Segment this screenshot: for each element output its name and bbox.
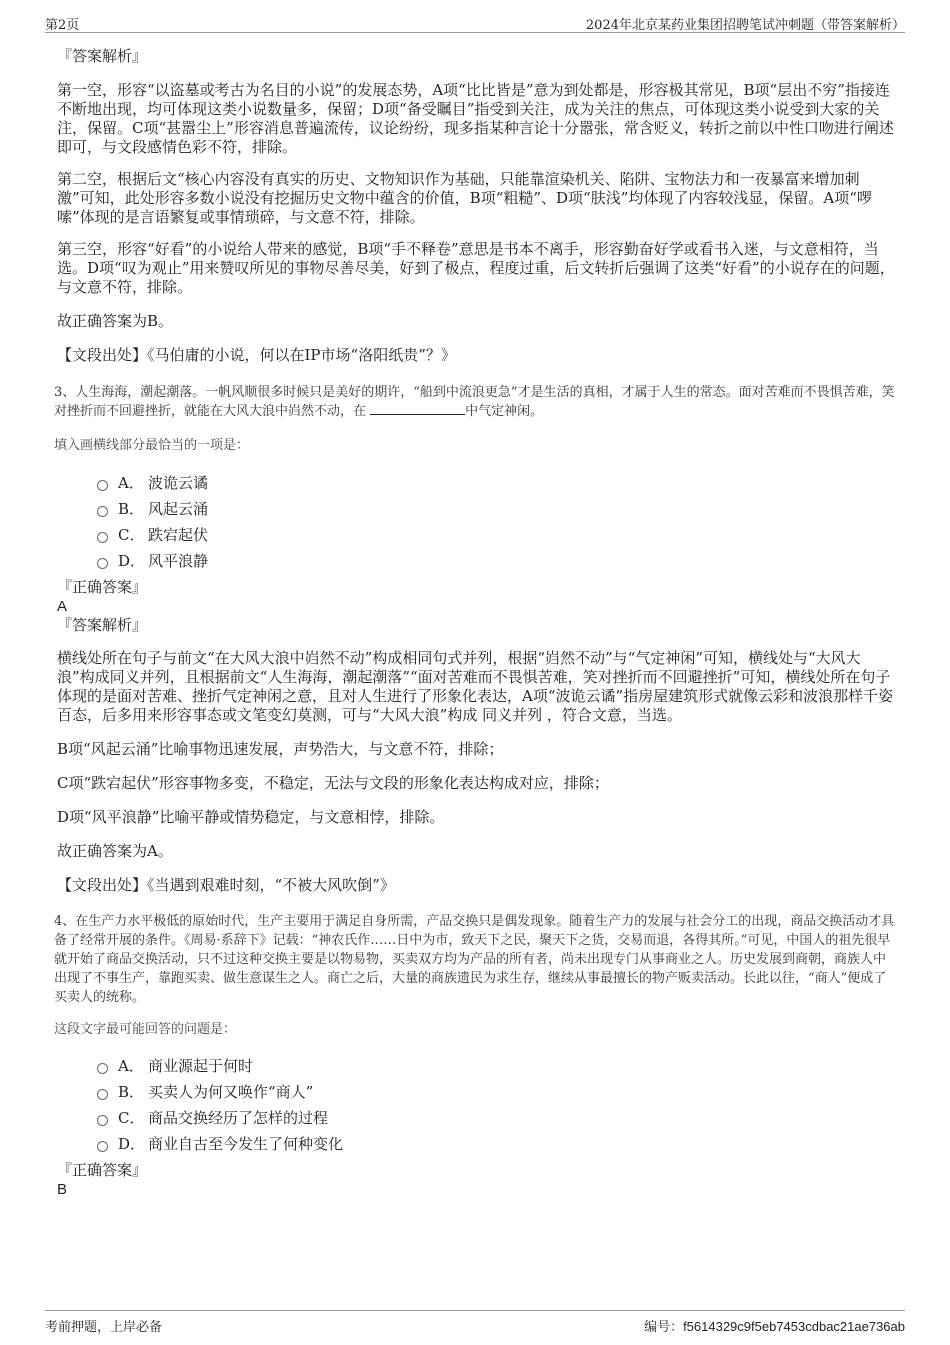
question-4-prompt: 这段文字最可能回答的问题是：: [54, 1022, 237, 1037]
radio-icon[interactable]: [97, 1089, 108, 1100]
page-footer: [45, 1310, 905, 1335]
radio-icon[interactable]: [97, 506, 108, 517]
prev-analysis-p1: 第一空，形容“以盗墓或考古为名目的小说”的发展态势，A项“比比皆是”意为到处都是，形容极其常见，B项“层出不穷”指接连不断地出现，均可体现这类小说数量多，保留；D项“备受瞩目”指受到关注，成为关注的焦点，可体现这类小说受到大家的关注，保留。C项“甚嚣尘上”形容消息普遍流传，议论纷纷，现多指某种言论十分嚣张，常含贬义，转折之前以中性口吻进行阐述即可，与文段感情色彩不符，排除。: [57, 81, 894, 156]
option-a[interactable]: A． 波诡云谲: [97, 470, 895, 496]
document-code: 编号：f5614329c9f5eb7453cdbac21ae736ab: [644, 1319, 905, 1334]
radio-icon[interactable]: [97, 1063, 108, 1074]
option-b[interactable]: B． 风起云涌: [97, 496, 895, 522]
prev-source: 【文段出处】《马伯庸的小说，何以在IP市场“洛阳纸贵”？》: [57, 346, 456, 364]
page-header: [45, 12, 905, 33]
radio-icon[interactable]: [97, 532, 108, 543]
q4-answer-title: 『正确答案』: [57, 1161, 148, 1179]
radio-icon[interactable]: [97, 1141, 108, 1152]
prev-analysis-title: 『答案解析』: [57, 47, 148, 65]
option-d[interactable]: D． 商业自古至今发生了何种变化: [97, 1131, 895, 1157]
radio-icon[interactable]: [97, 480, 108, 491]
prev-conclusion: 故正确答案为B。: [57, 312, 174, 330]
question-3-options: [97, 470, 895, 574]
q3-analysis-title: 『答案解析』: [57, 616, 148, 634]
q3-answer: A: [57, 598, 68, 615]
radio-icon[interactable]: [97, 1115, 108, 1126]
page-content: [54, 44, 895, 1199]
document-title: 2024年北京某药业集团招聘笔试冲刺题（带答案解析）: [585, 18, 905, 33]
option-b[interactable]: B． 买卖人为何又唤作“商人”: [97, 1079, 895, 1105]
question-3-prompt: 填入画横线部分最恰当的一项是：: [54, 438, 250, 453]
q3-source: 【文段出处】《当遇到艰难时刻，“不被大风吹倒”》: [57, 876, 395, 894]
q3-analysis-p1: 横线处所在句子与前文“在大风大浪中岿然不动”构成相同句式并列，根据“岿然不动”与“气定神闲”可知，横线处与“大风大浪”构成同义并列，且根据前文“人生海海，潮起潮落”“面对苦难而不畏惧苦难，笑对挫折而不回避挫折”可知，横线处所在句子体现的是面对苦难、挫折气定神闲之意，且对人生进行了形象化表达，A项“波诡云谲”指房屋建筑形式就像云彩和波浪那样千姿百态，后多用来形容事态或文笔变幻莫测，可与“大风大浪”构成 同义并列 ，符合文意，当选。: [57, 649, 894, 724]
option-c[interactable]: C． 跌宕起伏: [97, 522, 895, 548]
q4-answer: B: [57, 1181, 68, 1198]
q3-analysis-p3: C项“跌宕起伏”形容事物多变，不稳定，无法与文段的形象化表达构成对应，排除；: [57, 774, 609, 792]
prev-analysis-p3: 第三空，形容“好看”的小说给人带来的感觉，B项“手不释卷”意思是书本不离手，形容勤奋好学或看书入迷，与文意相符，当选。D项“叹为观止”用来赞叹所见的事物尽善尽美，好到了极点，程度过重，后文转折后强调了这类“好看”的小说存在的问题，与文意不符，排除。: [57, 240, 895, 296]
option-a[interactable]: A． 商业源起于何时: [97, 1053, 895, 1079]
footer-slogan: 考前押题，上岸必备: [45, 1320, 163, 1335]
prev-analysis-p2: 第二空，根据后文“核心内容没有真实的历史、文物知识作为基础，只能靠渲染机关、陷阱、宝物法力和一夜暴富来增加刺激”可知，此处形容多数小说没有挖掘历史文物中蕴含的价值，B项“粗糙”、D项“肤浅”均体现了内容较浅显，保留。A项“啰嗦”体现的是言语繁复或事情琐碎，与文意不符，排除。: [57, 170, 872, 226]
option-d[interactable]: D． 风平浪静: [97, 548, 895, 574]
radio-icon[interactable]: [97, 558, 108, 569]
question-4-options: [97, 1053, 895, 1157]
q3-analysis-p4: D项“风平浪静”比喻平静或情势稳定，与文意相悖，排除。: [57, 808, 445, 826]
fill-blank: [370, 402, 465, 415]
q3-conclusion: 故正确答案为A。: [57, 842, 173, 860]
question-4-text: 4、在生产力水平极低的原始时代，生产主要用于满足自身所需，产品交换只是偶发现象。随着生产力的发展与社会分工的出现，商品交换活动才具备了经常开展的条件。《周易·系辞下》记载：“神农氏作……日中为市，致天下之民，聚天下之货，交易而退，各得其所。”可见，中国人的祖先很早就开始了商品交换活动，只不过这种交换主要是以物易物，买卖双方均为产品的所有者，尚未出现专门从事商业之人。历史发展到商朝，商族人中出现了不事生产，靠跑买卖、做生意谋生之人。商亡之后，大量的商族遗民为求生存，继续从事最擅长的物产贩卖活动。长此以往，“商人”便成了买卖人的统称。: [54, 914, 895, 1005]
option-c[interactable]: C． 商品交换经历了怎样的过程: [97, 1105, 895, 1131]
page-number: 第2页: [45, 18, 80, 33]
q3-answer-title: 『正确答案』: [57, 578, 148, 596]
q3-analysis-p2: B项“风起云涌”比喻事物迅速发展，声势浩大，与文意不符，排除；: [57, 740, 504, 758]
question-3-text: 3、人生海海，潮起潮落。一帆风顺很多时候只是美好的期许，“船到中流浪更急”才是生活的真相，才属于人生的常态。面对苦难而不畏惧苦难，笑对挫折而不回避挫折，就能在大风大浪中岿然不动，在 中气定神闲。: [54, 385, 895, 419]
